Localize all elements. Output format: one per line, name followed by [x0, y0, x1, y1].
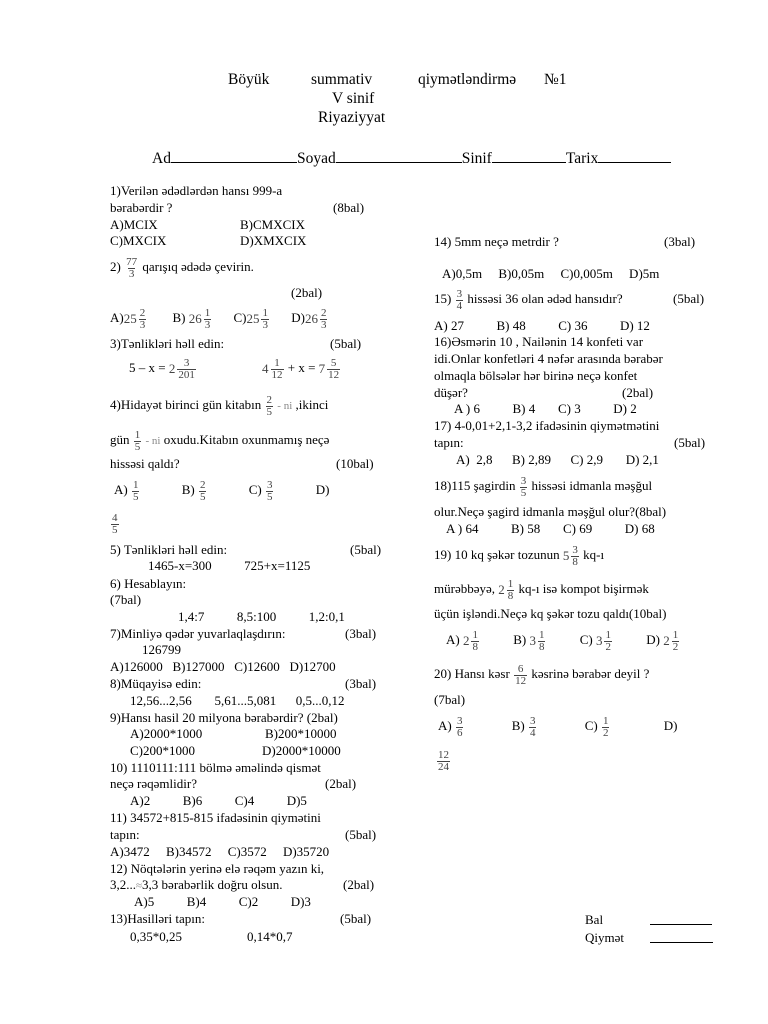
q10-text2: neçə rəqəmlidir? [110, 776, 197, 791]
q19-option-a[interactable]: A) 2 1 8 [446, 628, 478, 653]
q15-options[interactable]: A) 27 B) 48 C) 36 D) 12 [434, 318, 650, 333]
q7-number: 126799 [142, 642, 181, 657]
q11-text: 11) 34572+815-815 ifadəsinin qiymətini [110, 810, 321, 825]
q7-text: 7)Minliyə qədər yuvarlaqlaşdırın: [110, 626, 286, 641]
header-class: V sinif [332, 90, 375, 107]
q16-text-4: düşər? [434, 385, 468, 400]
q18-line: 18)115 şagirdin $\frac{3}{5}$ hissəsi idmanla məşğul [434, 474, 653, 499]
q1-points: (8bal) [333, 200, 365, 215]
q4-option-b[interactable]: B) $\frac{2}{5}$ [181, 478, 206, 503]
q2-fraction: $\frac{77}{3}$ [126, 255, 138, 280]
header-subject: Riyaziyyat [318, 109, 386, 126]
label-soyad: Soyad [296, 150, 336, 167]
q2-option-a[interactable]: A) 25 2 3 [110, 306, 146, 331]
q9-option-b[interactable]: B)200*10000 [265, 726, 337, 741]
q13-text: 13)Hasilləri tapın: [110, 911, 205, 926]
q15-line: 15) $\frac{3}{4}$ hissəsi 36 olan ədəd hansıdır? [434, 287, 623, 312]
q9-option-a[interactable]: A)2000*1000 [130, 726, 203, 741]
q6-text: 6) Hesablayın: [110, 576, 187, 591]
q16-text-1: 16)Əsmərin 10 , Nailənin 14 konfeti var [434, 334, 644, 349]
q4-points: (10bal) [336, 456, 374, 471]
q2-option-c[interactable]: C) 25 1 3 [233, 306, 268, 331]
q13-points: (5bal) [340, 911, 372, 926]
q8-items: 12,56...2,56 5,61...5,081 0,5...0,12 [130, 693, 345, 708]
q1-option-a[interactable]: A)MCIX [110, 217, 158, 232]
q7-options[interactable]: A)126000 B)127000 C)12600 D)12700 [110, 659, 336, 674]
q4-option-c[interactable]: C) $\frac{3}{5}$ [248, 478, 273, 503]
q10-points: (2bal) [325, 776, 357, 791]
q14-text: 14) 5mm neçə metrdir ? [434, 234, 559, 249]
label-sinif: Sinif [461, 150, 492, 167]
q4-line-2: gün $\frac{1}{5}$ - ni oxudu.Kitabın oxunmamış neçə [110, 428, 330, 453]
header-word-boyuk: Böyük [228, 71, 270, 88]
footer-bal-label: Bal [585, 912, 604, 927]
q19-line-1: 19) 10 kq şəkər tozunun 5 3 8 kq-ı [434, 543, 605, 568]
q20-option-a[interactable]: A) $\frac{3}{6}$ [438, 714, 463, 739]
q13-items: 0,35*0,25 0,14*0,7 [130, 929, 293, 944]
q20-option-c[interactable]: C) $\frac{1}{2}$ [584, 714, 609, 739]
q5-points: (5bal) [350, 542, 382, 557]
q1-option-c[interactable]: C)MXCIX [110, 233, 167, 248]
field-ad[interactable] [171, 150, 297, 163]
q3-points: (5bal) [330, 336, 362, 351]
q16-text-3: olmaqla bölsələr hər birinə neçə konfet [434, 368, 638, 383]
q2-options [110, 302, 328, 335]
q6-points: (7bal) [110, 592, 142, 607]
q20-points: (7bal) [434, 692, 466, 707]
q19-option-b[interactable]: B) 3 1 8 [513, 628, 545, 653]
q5-equations: 1465-x=300 725+x=1125 [148, 558, 311, 573]
q12-points: (2bal) [343, 877, 375, 892]
label-tarix: Tarix [565, 150, 599, 167]
q17-text: 17) 4-0,01+2,1-3,2 ifadəsinin qiymətmətini [434, 418, 660, 433]
q19-line-2: mürəbbəyə, 2 1 8 kq-ı isə kompot bişirmək [434, 577, 649, 602]
q11-options[interactable]: A)3472 B)34572 C)3572 D)35720 [110, 844, 330, 859]
q14-options[interactable]: A)0,5m B)0,05m C)0,005m D)5m [442, 266, 660, 281]
q10-text: 10) 1110111:111 bölmə əməlində qismət [110, 760, 321, 775]
q2-option-d[interactable]: D) 26 2 3 [291, 306, 327, 331]
q4-option-d-label[interactable]: D) [315, 482, 330, 497]
header-word-qiymetlendirme: qiymətləndirmə [418, 71, 517, 88]
label-ad: Ad [152, 150, 171, 167]
q11-text2: tapın: [110, 827, 140, 842]
q12-options[interactable]: A)5 B)4 C)2 D)3 [134, 894, 311, 909]
q16-text-2: idi.Onlar konfetləri 4 nəfər arasında bərabər [434, 351, 663, 366]
q2-points: (2bal) [291, 285, 323, 300]
q9-text: 9)Hansı hasil 20 milyona bərabərdir? (2bal) [110, 710, 338, 725]
q2-text: qarışıq ədədə çevirin. [142, 259, 254, 274]
q9-option-d[interactable]: D)2000*10000 [262, 743, 341, 758]
q20-option-d-label[interactable]: D) [663, 718, 678, 733]
q3-equation-1: 5 – x = 2 3 201 [129, 356, 195, 381]
q4-line-3: hissəsi qaldı? [110, 456, 180, 471]
q7-points: (3bal) [345, 626, 377, 641]
q4-option-d-value[interactable]: $\frac{4}{5}$ [112, 511, 118, 536]
q17-points: (5bal) [674, 435, 706, 450]
q20-option-d-value[interactable]: $\frac{12}{24}$ [438, 748, 449, 773]
q17-options[interactable]: A) 2,8 B) 2,89 C) 2,9 D) 2,1 [456, 452, 659, 467]
q19-line-3: üçün işləndi.Neçə kq şəkər tozu qaldı(10bal) [434, 606, 667, 621]
q16-points: (2bal) [622, 385, 654, 400]
q1-option-b[interactable]: B)CMXCIX [240, 217, 306, 232]
header-word-summativ: summativ [311, 71, 373, 88]
q3-equation-2: 4 1 12 + x = 7 5 12 [262, 356, 340, 381]
q4-option-a[interactable]: A) $\frac{1}{5}$ [114, 478, 139, 503]
q19-option-d[interactable]: D) 2 1 2 [646, 628, 679, 653]
q12-text2: 3,2...≈3,3 bərabərlik doğru olsun. [110, 877, 283, 892]
q12-text: 12) Nöqtələrin yerinə elə rəqəm yazın ki, [110, 861, 325, 876]
header-number: №1 [544, 71, 567, 88]
q6-items: 1,4:7 8,5:100 1,2:0,1 [178, 609, 345, 624]
q2-number: 2) [110, 259, 121, 274]
q9-option-c[interactable]: C)200*1000 [130, 743, 195, 758]
footer-bal-field[interactable] [650, 912, 712, 929]
q20-option-b[interactable]: B) $\frac{3}{4}$ [511, 714, 536, 739]
q1-text2: bərabərdir ? [110, 200, 173, 215]
q4-options [114, 474, 329, 506]
q8-text: 8)Müqayisə edin: [110, 676, 202, 691]
footer-qiymet-label: Qiymət [585, 930, 624, 945]
field-tarix[interactable] [598, 150, 671, 163]
q14-points: (3bal) [664, 234, 696, 249]
q5-text: 5) Tənlikləri həll edin: [110, 542, 228, 557]
q20-line: 20) Hansı kəsr $\frac{6}{12}$ kəsrinə bərabər deyil ? [434, 662, 650, 687]
q8-points: (3bal) [345, 676, 377, 691]
q11-points: (5bal) [345, 827, 377, 842]
q17-text2: tapın: [434, 435, 464, 450]
q19-options [446, 624, 680, 657]
q18-options[interactable]: A ) 64 B) 58 C) 69 D) 68 [446, 521, 655, 536]
q3-text: 3)Tənlikləri həll edin: [110, 336, 225, 351]
q2-line [110, 250, 254, 284]
q18-text2: olur.Neçə şagird idmanla məşğul olur?(8bal) [434, 504, 667, 519]
field-sinif[interactable] [492, 150, 566, 163]
q1-text: 1)Verilən ədədlərdən hansı 999-a [110, 183, 283, 198]
q15-points: (5bal) [673, 291, 705, 306]
field-soyad[interactable] [336, 150, 462, 163]
q10-options[interactable]: A)2 B)6 C)4 D)5 [130, 793, 307, 808]
identity-line [152, 150, 671, 167]
q4-line-1: 4)Hidayət birinci gün kitabın $\frac{2}{5}$ - ni ,ikinci [110, 393, 329, 418]
q2-option-b[interactable]: B) 26 1 3 [172, 306, 211, 331]
q19-option-c[interactable]: C) 3 1 2 [579, 628, 611, 653]
q16-options[interactable]: A ) 6 B) 4 C) 3 D) 2 [454, 401, 637, 416]
q20-options [438, 710, 677, 742]
q1-option-d[interactable]: D)XMXCIX [240, 233, 307, 248]
footer-qiymet-field[interactable] [650, 930, 713, 947]
